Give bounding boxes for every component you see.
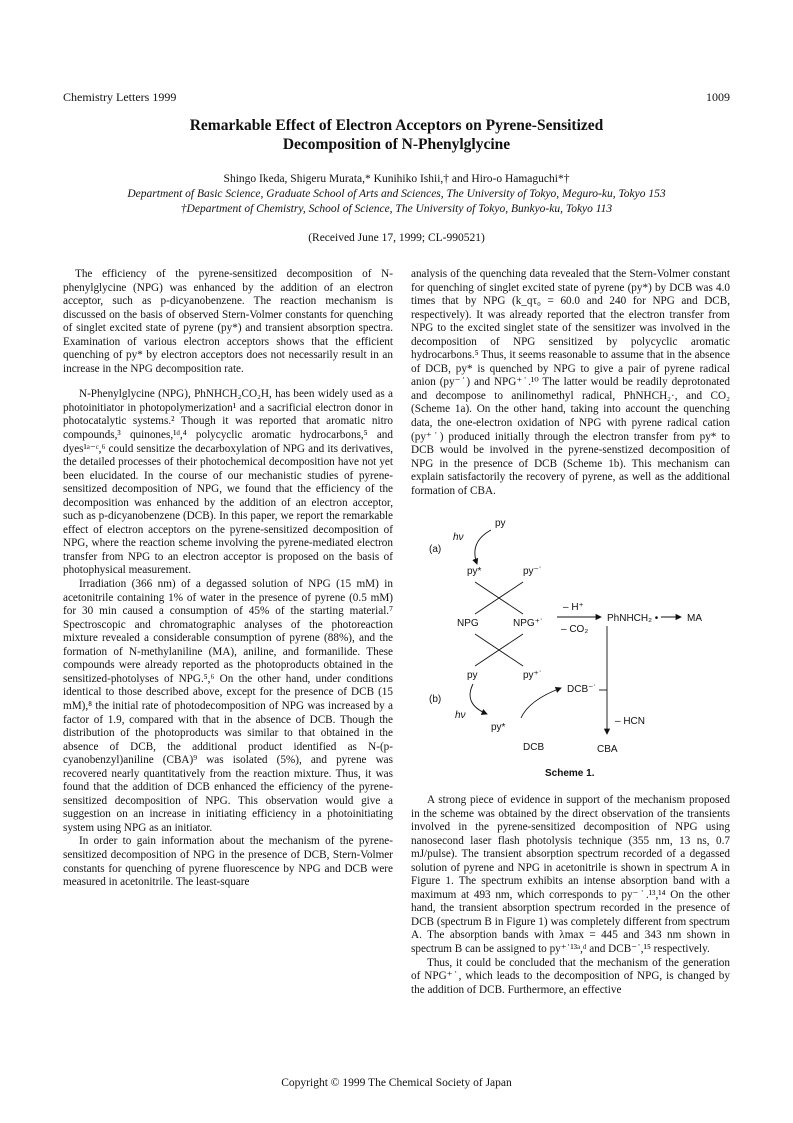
product-ma: MA [687,613,702,624]
copyright-footer: Copyright © 1999 The Chemical Society of Japan [281,1077,512,1089]
scheme-diagram [411,518,730,780]
page-number: 1009 [706,90,730,104]
scheme-label-b: (b) [429,694,442,705]
right-column-bottom [411,794,730,997]
py-star-a: py* [467,566,482,577]
minus-hcn: – HCN [615,716,646,727]
reaction-scheme [411,518,730,780]
scheme-caption: Scheme 1. [545,768,595,779]
author-block [60,172,733,217]
py-b-left: py [467,670,478,681]
body-paragraph: Thus, it could be concluded that the mechanism of the generation of NPG⁺˙, which leads to the decomposition of NPG, is changed by the addition of DCB. Furthermore, an effective [411,956,730,996]
journal-header: Chemistry Letters 1999 [63,90,177,104]
minus-h: – H⁺ [563,602,584,613]
anilinomethyl-radical: PhNHCH₂ • [607,613,659,624]
received-date: (Received June 17, 1999; CL-990521) [308,232,485,244]
affiliation-1: Department of Basic Science, Graduate School of Arts and Sciences, The University of Tokyo, Meguro-ku, Tokyo 153 [127,188,666,200]
minus-co2: – CO₂ [561,624,589,635]
abstract: The efficiency of the pyrene-sensitized decomposition of N-phenylglycine (NPG) was enhanced by the addition of an electron acceptor, such as p-dicyanobenzene. The reaction mechanism is discussed on the basis of observed Stern-Volmer constants for quenching of singlet excited state of pyrene (py*) and transient absorption spectra. Examination of various electron acceptors shows that the efficient quenching of py* by electron acceptors does not necessarily result in an increase in the NPG decomposition rate. [63,268,393,375]
py-star-b: py* [491,722,506,733]
title-line-2: Decomposition of N-Phenylglycine [282,136,511,153]
hv-b: hν [455,710,466,721]
npg-plus-a: NPG⁺˙ [513,618,544,629]
right-column-top [411,268,730,498]
body-paragraph: In order to gain information about the mechanism of the pyrene-sensitized decomposition of NPG in the presence of DCB, Stern-Volmer constants for quenching of pyrene fluorescence by NPG and DCB were measured in acetonitrile. The least-square [63,835,393,889]
py-minus-a: py⁻˙ [523,566,543,577]
body-paragraph: Irradiation (366 nm) of a degassed solution of NPG (15 mM) in acetonitrile containing 1% of water in the presence of pyrene (0.5 mM) for 30 min caused a consumption of 45% of the starting material.⁷ Spectroscopic and chromatographic analyses of the photoreaction mixture revealed a considerable consumption of pyrene (88%), and the formation of N-methylaniline (MA), aniline, and formanilide. These compounds were already reported as the photoproducts obtained in the sensitized-photolyses of NPG.⁵,⁶ On the other hand, under conditions identical to those described above, except for the presence of DCB (15 mM),⁸ the initial rate of photodecomposition of NPG was increased by a factor of 1.9, compared with that in the absence of DCB. Though the distribution of the photoproducts was similar to that obtained in the absence of DCB, the additional product identified as N-(p-cyanobenzyl)aniline (CBA)⁹ was isolated (5%), and pyrene was recovered nearly quantitatively from the reaction mixture. Thus, it was found that the addition of DCB enhanced the efficiency of the pyrene-sensitized decomposition of NPG. This observation would give a suggestion on an increase in initiating efficiency in a photoinitiating system using NPG as an initiator. [63,578,393,834]
npg-a: NPG [457,618,479,629]
scheme-label-a: (a) [429,544,442,555]
hv-a: hν [453,532,464,543]
left-column [63,268,393,890]
title-line-1: Remarkable Effect of Electron Acceptors on Pyrene-Sensitized [189,117,604,134]
body-paragraph: A strong piece of evidence in support of the mechanism proposed in the scheme was obtained by the direct observation of the transients involved in the pyrene-sensitized decomposition of NPG using nanosecond laser flash photolysis technique (355 nm, 13 ns, 0.7 mJ/pulse). The transient absorption spectrum recorded of a degassed solution of pyrene and NPG in acetonitrile is shown in spectrum A in Figure 1. The spectrum exhibits an intense absorption band with a maximum at 493 nm, which corresponds to py⁻˙.¹³,¹⁴ On the other hand, the transient absorption spectrum recorded in the presence of DCB (spectrum B in Figure 1) was completely different from spectrum A. The absorption bands with λmax = 445 and 343 nm shown in spectrum B can be assigned to py⁺˙¹³ᵃ,ᵈ and DCB⁻˙,¹⁵ respectively. [411,794,730,956]
affiliation-2: †Department of Chemistry, School of Science, The University of Tokyo, Bunkyo-ku, Tokyo 113 [180,203,613,215]
article-title [60,116,733,154]
py-plus-b: py⁺˙ [523,670,543,681]
py-a-top: py [495,518,506,529]
product-cba: CBA [597,744,618,755]
dcb-minus: DCB⁻˙ [567,684,597,695]
body-paragraph: analysis of the quenching data revealed that the Stern-Volmer constant for quenching of singlet excited state of pyrene (py*) by DCB was 4.0 times that by NPG (k_qτ₀ = 60.0 and 240 for NPG and DCB, respectively). It was already reported that the electron transfer from NPG to the excited singlet state of the sensitizer was involved in the decomposition of NPG sensitized by polycyclic aromatic hydrocarbons.⁵ Thus, it seems reasonable to assume that in the absence of DCB, py* is quenched by NPG to give a pair of pyrene radical anion (py⁻˙) and NPG⁺˙.¹⁰ The latter would be readily deprotonated and decompose to anilinomethyl radical, PhNHCH₂·, and CO₂ (Scheme 1a). On the other hand, taking into account the quenching data, the one-electron oxidation of NPG with pyrene radical cation (py⁺˙) produced initially through the electron transfer from py* to DCB would be involved in the pyrene-senstized decomposition of NPG in the presence of DCB (Scheme 1b). This mechanism can explain satisfactorily the recovery of pyrene, as well as the additional formation of CBA. [411,268,730,497]
author-names: Shingo Ikeda, Shigeru Murata,* Kunihiko Ishii,† and Hiro-o Hamaguchi*† [223,173,570,185]
dcb: DCB [523,742,545,753]
body-paragraph: N-Phenylglycine (NPG), PhNHCH₂CO₂H, has been widely used as a photoinitiator in photopolymerization¹ and a sacrificial electron donor in photocatalytic systems.² Though it was reported that aromatic nitro compounds,³ quinones,¹ᵈ,⁴ polycyclic aromatic hydrocarbons,⁵ and dyes¹ᵃ⁻ᶜ,⁶ could sensitize the decarboxylation of NPG and its derivatives, the detailed processes of their photochemical decomposition have not yet been elucidated. In the course of our mechanistic studies of pyrene-sensitized decomposition of NPG, we found that the efficiency of the decomposition was enhanced by the addition of an electron acceptor, such as p-dicyanobenzene (DCB). In this paper, we report the remarkable effect of electron acceptors on the pyrene-sensitized decomposition of NPG, where the reaction scheme involving the pyrene-mediated electron transfer from NPG to an electron acceptor is proposed on the basis of photophysical measurement. [63,388,393,577]
